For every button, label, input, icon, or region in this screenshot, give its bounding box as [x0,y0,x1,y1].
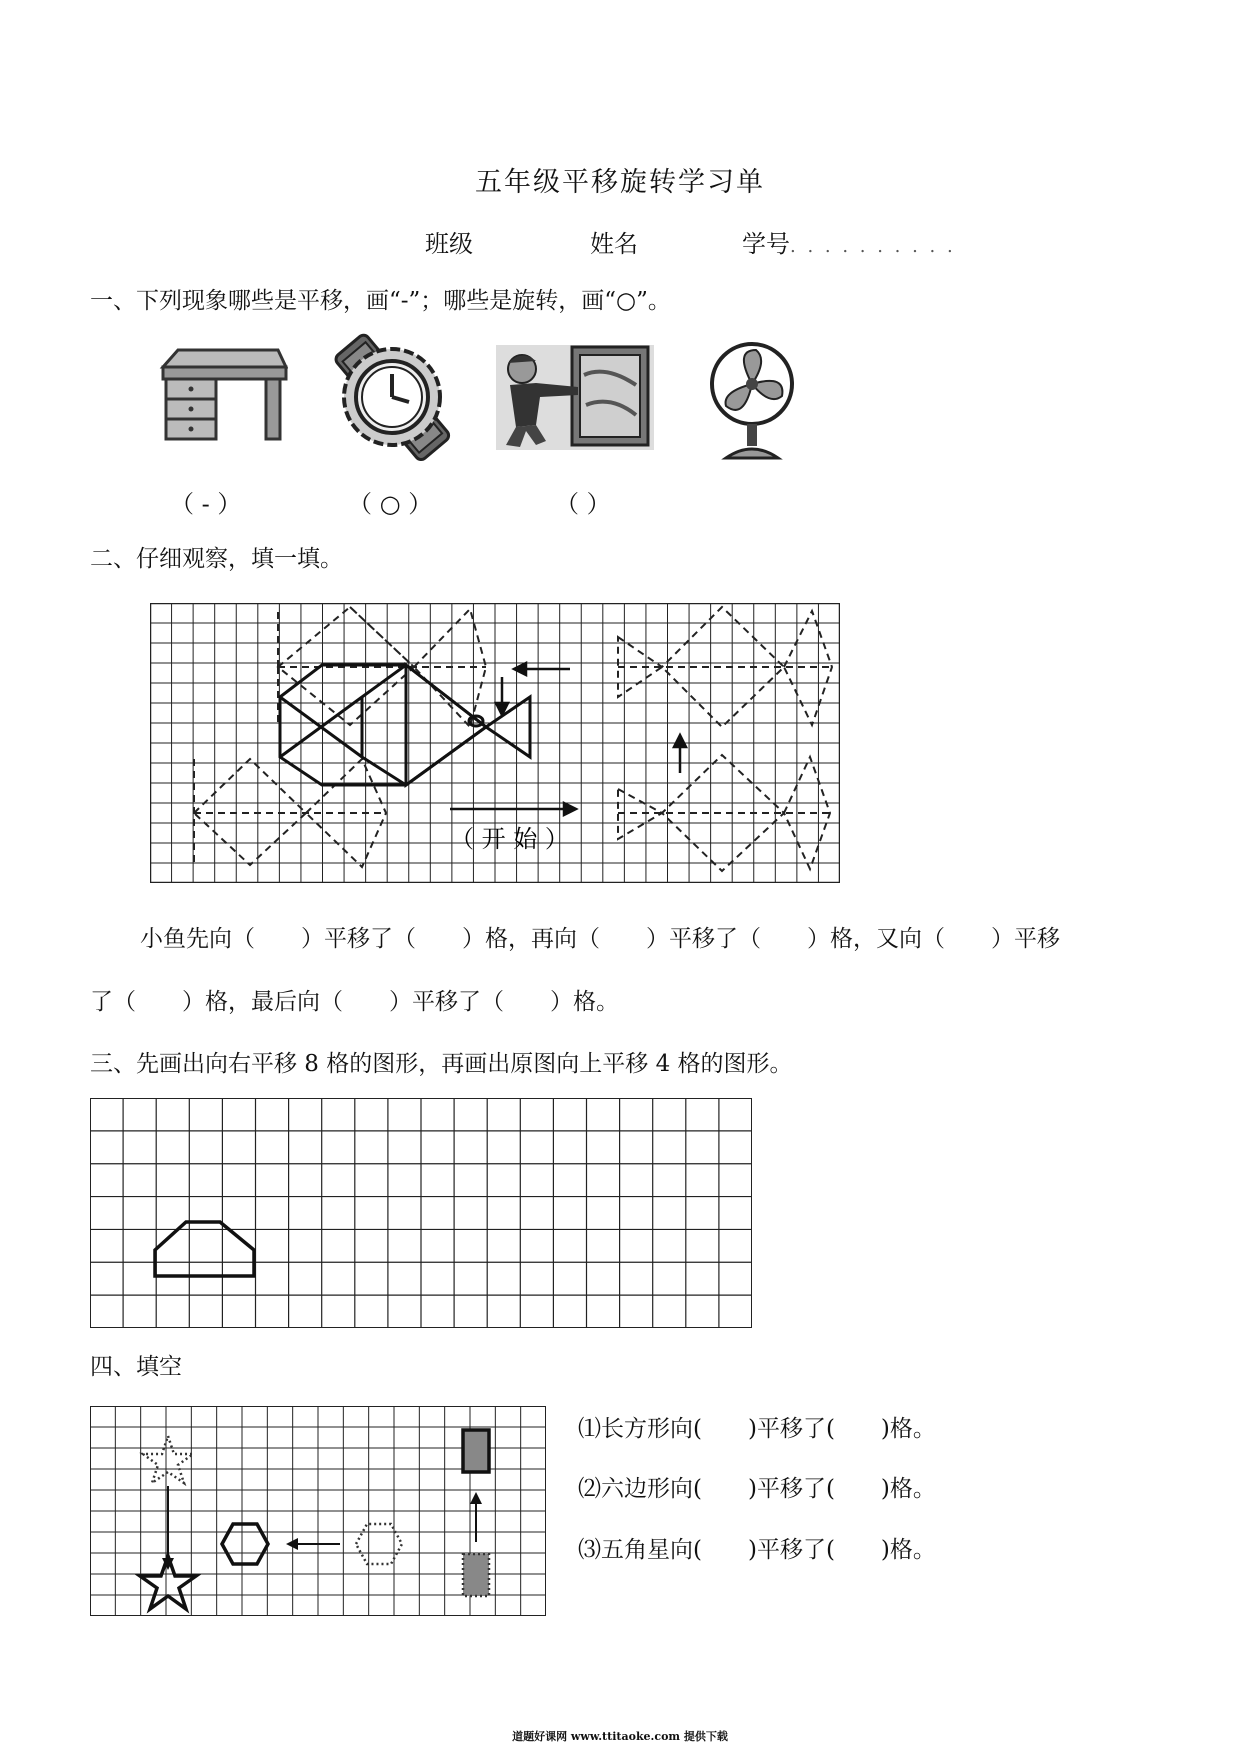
class-label: 班级 [425,230,473,258]
student-id-text: 学号 [742,230,790,258]
hexagon-moved [222,1524,268,1564]
fan-icon [704,340,800,465]
fill-grid [90,1406,546,1616]
desk-icon [158,345,288,445]
student-id-label [742,224,956,259]
translate-grid [90,1098,752,1328]
page-title: 五年级平移旋转学习单 [475,167,765,198]
original-shape [155,1222,254,1276]
watch-icon [325,330,460,465]
start-label: （ 开 始 ） [450,825,569,853]
rectangle-original [463,1554,489,1596]
answer-desk[interactable]: （ - ） [170,490,242,518]
section1-heading: 一、下列现象哪些是平移，画“-”；哪些是旋转，画“○”。 [90,288,671,314]
section4-heading: 四、填空 [90,1354,182,1380]
move-arrows [450,663,686,815]
section2-line2: 了（ ）格，最后向（ ）平移了（ ）格。 [90,989,619,1015]
boy-pushing-window-icon [496,345,654,450]
footer: 道题好课网 www.ttitaoke.com 提供下载 [512,1730,728,1743]
rectangle-moved [463,1430,489,1472]
answer-window[interactable]: （ ） [555,490,611,518]
section3-heading: 三、先画出向右平移 8 格的图形，再画出原图向上平移 4 格的图形。 [90,1051,793,1077]
star-original [143,1436,193,1483]
student-id-blank: . . . . . . . . . . [790,236,956,257]
section2-heading: 二、仔细观察，填一填。 [90,546,343,572]
section2-line1: 小鱼先向（ ）平移了（ ）格，再向（ ）平移了（ ）格，又向（ ）平移 [140,926,1060,952]
fish-grid [150,603,840,883]
answer-watch[interactable]: （ ○ ） [348,490,433,518]
section4-item1: ⑴长方形向( )平移了( )格。 [578,1416,936,1442]
name-label: 姓名 [590,230,638,258]
translate-grid-lines [90,1098,752,1328]
section4-item2: ⑵六边形向( )平移了( )格。 [578,1476,936,1502]
hexagon-original [356,1524,402,1564]
section4-item3: ⑶五角星向( )平移了( )格。 [578,1537,936,1563]
